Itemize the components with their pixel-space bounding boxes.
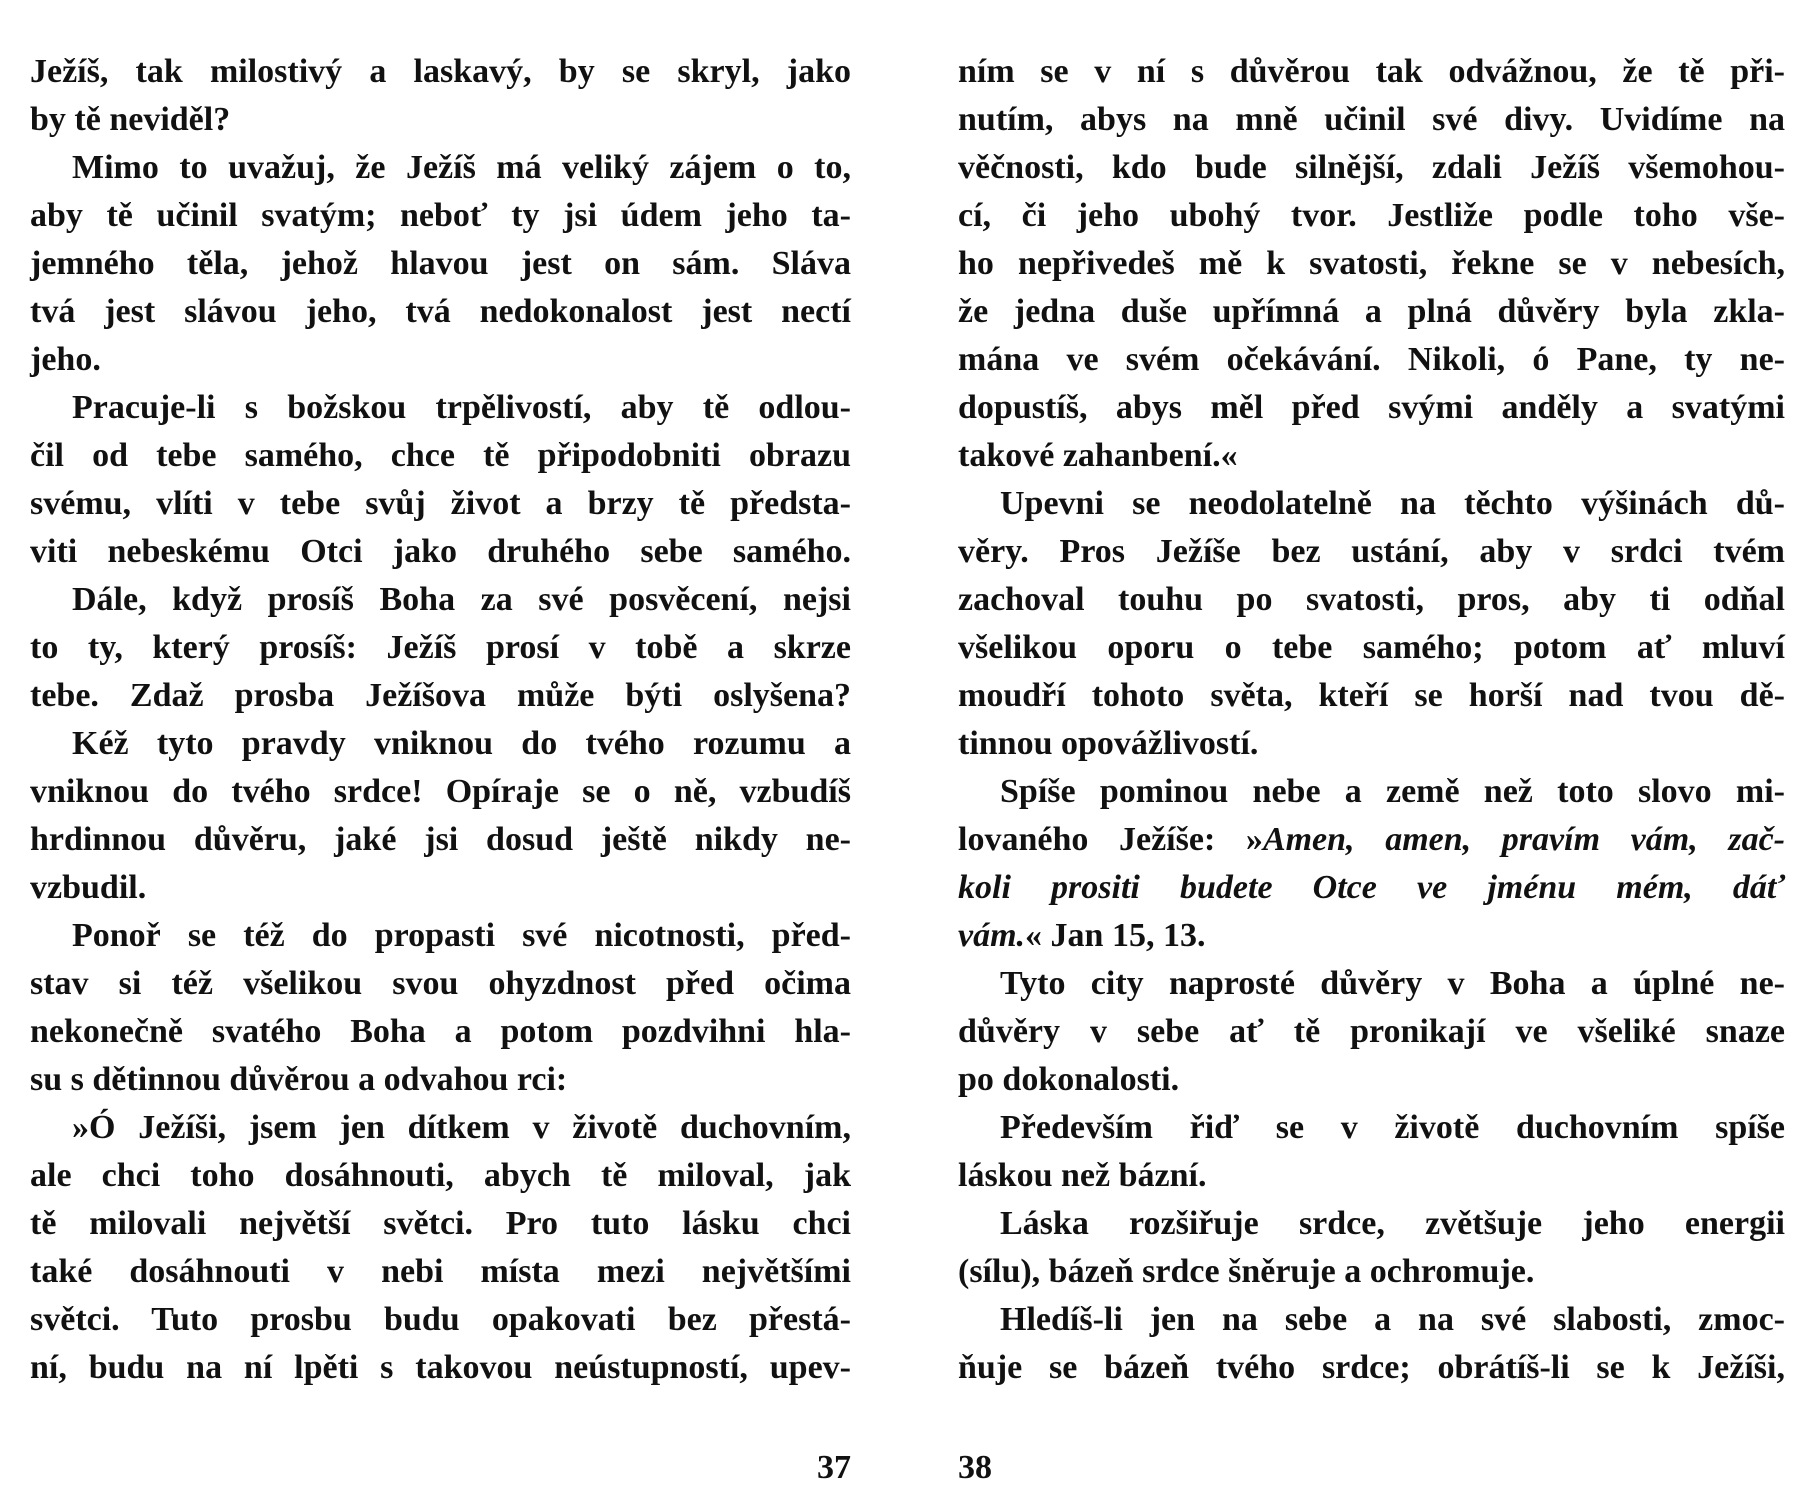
page-number-right: 38	[958, 1449, 992, 1486]
text-segment: lovaného Ježíše: »	[958, 821, 1263, 858]
text-line: čil od tebe samého, chce tě připodobniti obrazu	[30, 437, 851, 474]
text-line: Láska rozšiřuje srdce, zvětšuje jeho energii	[1000, 1205, 1785, 1242]
text-line: viti nebeskému Otci jako druhého sebe samého.	[30, 533, 851, 570]
text-line: tvá jest slávou jeho, tvá nedokonalost jest nectí	[30, 293, 851, 330]
text-line: ho nepřivedeš mě k svatosti, řekne se v nebesích,	[958, 245, 1785, 282]
text-line	[958, 912, 1785, 960]
text-line	[958, 816, 1785, 864]
text-line: su s dětinnou důvěrou a odvahou rci:	[30, 1061, 568, 1098]
italic-quote-segment: koli prositi budete Otce ve jménu mém, dáť	[958, 869, 1785, 906]
text-line: stav si též všelikou svou ohyzdnost před očima	[30, 965, 851, 1002]
text-line: jeho.	[30, 341, 101, 378]
text-line: by tě neviděl?	[30, 101, 231, 138]
text-line: světci. Tuto prosbu budu opakovati bez přestá-	[30, 1301, 851, 1338]
text-line: mána ve svém očekávání. Nikoli, ó Pane, ty ne-	[958, 341, 1785, 378]
text-line: ňuje se bázeň tvého srdce; obrátíš-li se k Ježíši,	[958, 1349, 1785, 1386]
text-line: věry. Pros Ježíše bez ustání, aby v srdci tvém	[958, 533, 1785, 570]
text-line: zachoval touhu po svatosti, pros, aby ti odňal	[958, 581, 1785, 618]
text-line: jemného těla, jehož hlavou jest on sám. Sláva	[30, 245, 851, 282]
text-line: svému, vlíti v tebe svůj život a brzy tě předsta-	[30, 485, 851, 522]
text-line: nekonečně svatého Boha a potom pozdvihni hla-	[30, 1013, 851, 1050]
page-number-left: 37	[817, 1449, 851, 1486]
text-line: moudří tohoto světa, kteří se horší nad tvou dě-	[958, 677, 1785, 714]
text-line: Kéž tyto pravdy vniknou do tvého rozumu a	[72, 725, 851, 762]
text-line: po dokonalosti.	[958, 1061, 1180, 1098]
text-line: že jedna duše upřímná a plná důvěry byla zkla-	[958, 293, 1785, 330]
text-line: cí, či jeho ubohý tvor. Jestliže podle toho vše-	[958, 197, 1785, 234]
text-line: »Ó Ježíši, jsem jen dítkem v životě duchovním,	[72, 1109, 851, 1146]
text-line: důvěry v sebe ať tě pronikají ve všeliké snaze	[958, 1013, 1785, 1050]
text-line: také dosáhnouti v nebi místa mezi největšími	[30, 1253, 851, 1290]
text-line: Dále, když prosíš Boha za své posvěcení, nejsi	[72, 581, 851, 618]
text-line: ale chci toho dosáhnouti, abych tě miloval, jak	[30, 1157, 851, 1194]
text-line: Spíše pominou nebe a země než toto slovo mi-	[1000, 773, 1785, 810]
text-line: hrdinnou důvěru, jaké jsi dosud ještě nikdy ne-	[30, 821, 851, 858]
text-line: Hledíš-li jen na sebe a na své slabosti, zmoc-	[1000, 1301, 1785, 1338]
text-line: ní, budu na ní lpěti s takovou neústupností, upev-	[30, 1349, 851, 1386]
text-line: to ty, který prosíš: Ježíš prosí v tobě a skrze	[30, 629, 851, 666]
text-line	[958, 864, 1785, 912]
text-line: Tyto city naprosté důvěry v Boha a úplné ne-	[1000, 965, 1785, 1002]
text-line: tě milovali největší světci. Pro tuto lásku chci	[30, 1205, 851, 1242]
left-page-text	[30, 48, 851, 1392]
text-line: Ježíš, tak milostivý a laskavý, by se skryl, jako	[30, 53, 851, 90]
text-line: tinnou opovážlivostí.	[958, 725, 1259, 762]
text-line: aby tě učinil svatým; neboť ty jsi údem jeho ta-	[30, 197, 851, 234]
text-line: věčnosti, kdo bude silnější, zdali Ježíš všemohou-	[958, 149, 1785, 186]
text-line: nutím, abys na mně učinil své divy. Uvidíme na	[958, 101, 1785, 138]
text-line: Upevni se neodolatelně na těchto výšinách dů-	[1000, 485, 1785, 522]
text-segment: « Jan 15, 13.	[1025, 917, 1206, 954]
italic-quote-segment: Amen, amen, pravím vám, zač-	[1262, 821, 1785, 858]
text-line: Ponoř se též do propasti své nicotnosti, před-	[72, 917, 851, 954]
text-line: Mimo to uvažuj, že Ježíš má veliký zájem o to,	[72, 149, 851, 186]
italic-quote-segment: vám.	[958, 917, 1026, 954]
text-line: vzbudil.	[30, 869, 147, 906]
text-line: Především řiď se v životě duchovním spíše	[1000, 1109, 1785, 1146]
text-line: dopustíš, abys měl před svými anděly a svatými	[958, 389, 1785, 426]
text-line: takové zahanbení.«	[958, 437, 1238, 474]
text-line: ním se v ní s důvěrou tak odvážnou, že tě při-	[958, 53, 1785, 90]
text-line: Pracuje-li s božskou trpělivostí, aby tě odlou-	[72, 389, 851, 426]
text-line: tebe. Zdaž prosba Ježíšova může býti oslyšena?	[30, 677, 851, 714]
right-page-text	[958, 48, 1785, 1392]
text-line: láskou než bázní.	[958, 1157, 1207, 1194]
text-line: všelikou oporu o tebe samého; potom ať mluví	[958, 629, 1785, 666]
text-line: (sílu), bázeň srdce šněruje a ochromuje.	[958, 1253, 1535, 1290]
text-line: vniknou do tvého srdce! Opíraje se o ně, vzbudíš	[30, 773, 851, 810]
